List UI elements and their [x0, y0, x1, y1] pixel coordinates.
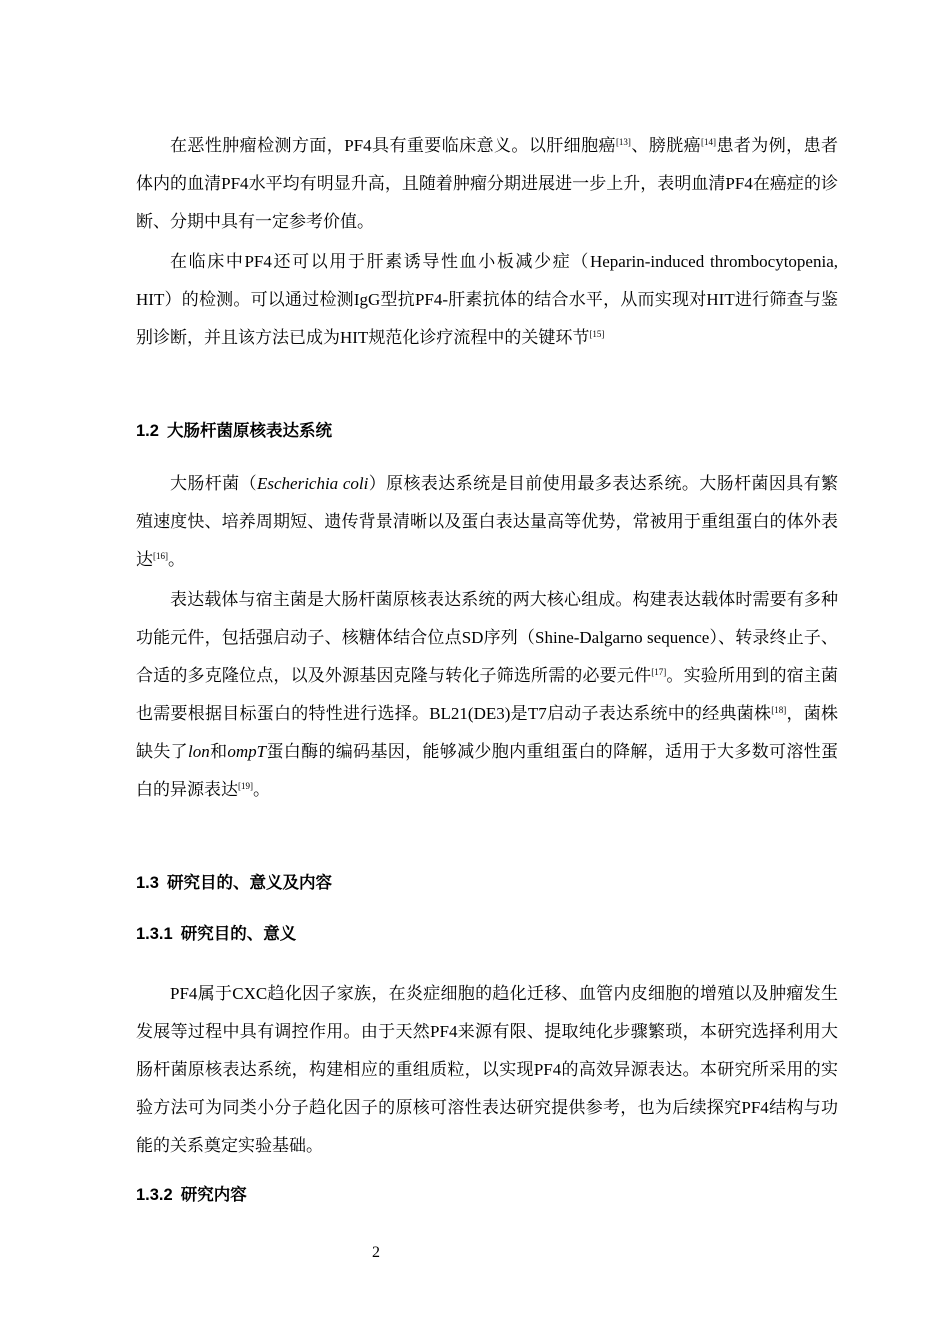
paragraph-hit-detection [136, 243, 838, 357]
paragraph-ecoli-intro [136, 465, 838, 579]
paragraph-text: 。 [168, 550, 185, 569]
paragraph-text: 大肠杆菌（ [170, 474, 257, 493]
citation-ref: [13] [615, 137, 631, 147]
paragraph-text: 在恶性肿瘤检测方面，PF4具有重要临床意义。以肝细胞癌 [170, 136, 616, 155]
paragraph-text: 表达载体与宿主菌是大肠杆菌原核表达系统的两大核心组成。构建表达载体时需要有多种功能元件，包括强启动子、核糖体结合位点SD序列（Shine-Dalgarno sequence）、转录终止子、合适的多克隆位点，以及外源基因克隆与转化子筛选所需的必要元件 [136, 590, 838, 685]
paragraph-text: 。实验所用到的宿主菌也需要根据目标蛋白的特性进行选择。BL21(DE3)是T7启动子表达系统中的经典菌株 [136, 666, 838, 723]
paragraph-text: 和 [209, 742, 228, 761]
section-number: 1.3 [136, 874, 159, 892]
section-title: 大肠杆菌原核表达系统 [166, 421, 332, 440]
section-heading-1-3-2 [136, 1183, 247, 1207]
paragraph-tumor-detection [136, 127, 838, 241]
section-number: 1.2 [136, 422, 159, 440]
paragraph-research-purpose [136, 975, 838, 1165]
citation-ref: [16] [153, 551, 168, 561]
section-title: 研究内容 [180, 1185, 247, 1204]
section-title: 研究目的、意义 [180, 924, 297, 943]
section-title: 研究目的、意义及内容 [166, 873, 332, 892]
page-number: 2 [372, 1244, 380, 1261]
paragraph-text: 在临床中PF4还可以用于肝素诱导性血小板减少症（Heparin-induced thrombocytopenia, HIT）的检测。可以通过检测IgG型抗PF4-肝素抗体的结合水平，从而实现对HIT进行筛查与鉴别诊断，并且该方法已成为HIT规范化诊疗流程中的关键环节 [136, 252, 838, 347]
section-number: 1.3.1 [136, 925, 173, 943]
paragraph-text: 、膀胱癌 [630, 136, 702, 155]
citation-ref: [19] [238, 781, 253, 791]
paragraph-text: PF4属于CXC趋化因子家族，在炎症细胞的趋化迁移、血管内皮细胞的增殖以及肿瘤发生发展等过程中具有调控作用。由于天然PF4来源有限、提取纯化步骤繁琐，本研究选择利用大肠杆菌原核表达系统，构建相应的重组质粒，以实现PF4的高效异源表达。本研究所采用的实验方法可为同类小分子趋化因子的原核可溶性表达研究提供参考，也为后续探究PF4结构与功能的关系奠定实验基础。 [136, 984, 838, 1155]
paragraph-expression-vector [136, 581, 838, 809]
section-number: 1.3.2 [136, 1186, 173, 1204]
citation-ref: [14] [701, 137, 717, 147]
section-heading-1-2 [136, 419, 332, 443]
gene-name: ompT [227, 742, 267, 761]
citation-ref: [17] [651, 667, 667, 677]
citation-ref: [15] [589, 329, 605, 339]
paragraph-text: ）原核表达系统是目前使用最多表达系统。大肠杆菌因具有繁殖速度快、培养周期短、遗传背景清晰以及蛋白表达量高等优势，常被用于重组蛋白的体外表达 [136, 474, 839, 569]
gene-name: lon [188, 742, 210, 761]
citation-ref: [18] [771, 705, 787, 715]
section-heading-1-3 [136, 871, 332, 895]
paragraph-text: 。 [253, 780, 270, 799]
section-heading-1-3-1 [136, 922, 296, 946]
species-name: Escherichia coli [256, 474, 369, 493]
paragraph-text: 蛋白酶的编码基因，能够减少胞内重组蛋白的降解，适用于大多数可溶性蛋白的异源表达 [136, 742, 839, 799]
paragraph-text: ，菌株缺失了 [136, 704, 839, 761]
paragraph-text: 患者为例，患者体内的血清PF4水平均有明显升高，且随着肿瘤分期进展进一步上升，表明血清PF4在癌症的诊断、分期中具有一定参考价值。 [136, 136, 838, 231]
